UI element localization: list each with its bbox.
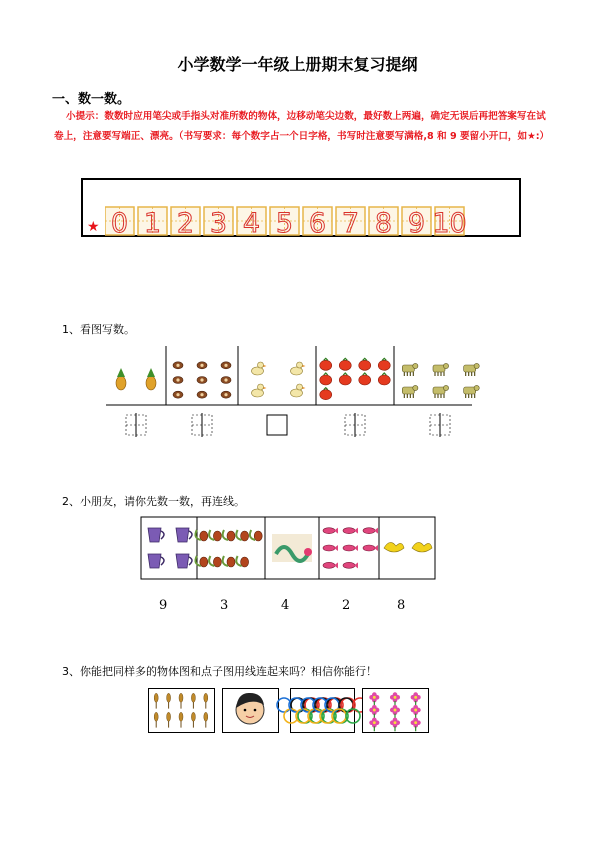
fish-icon xyxy=(323,528,378,569)
digit-glyph: 1 xyxy=(143,208,162,236)
cow-icon xyxy=(402,363,479,398)
boy-face-icon xyxy=(223,689,279,733)
q2-number[interactable]: 4 xyxy=(281,598,290,613)
q1-picture-table xyxy=(100,344,480,440)
digit-cell xyxy=(432,207,466,236)
answer-box[interactable] xyxy=(192,413,212,437)
bird-icon xyxy=(384,542,432,552)
digit-glyph: 7 xyxy=(341,208,360,236)
digit-cell xyxy=(138,207,167,236)
digit-writing-box xyxy=(81,178,521,237)
digit-cell xyxy=(402,207,431,236)
digit-glyph: 0 xyxy=(110,208,129,236)
answer-box[interactable] xyxy=(267,415,287,435)
q2-number[interactable]: 8 xyxy=(397,598,406,613)
digit-glyph: 3 xyxy=(209,208,228,236)
olympic-rings-icon xyxy=(277,689,367,733)
answer-box[interactable] xyxy=(126,413,146,437)
digit-cell xyxy=(303,207,332,236)
q2-number[interactable]: 2 xyxy=(342,598,351,613)
digit-glyph: 6 xyxy=(308,208,327,236)
question-2-label: 2、小朋友，请你先数一数，再连线。 xyxy=(62,495,245,508)
digit-glyph: 10 xyxy=(432,208,467,236)
digit-glyph: 9 xyxy=(407,208,426,236)
question-1-label: 1、看图写数。 xyxy=(62,323,135,336)
q2-number[interactable]: 3 xyxy=(220,598,229,613)
cup-icon xyxy=(148,528,192,568)
digit-cell xyxy=(270,207,299,236)
squirrel-icon xyxy=(195,530,262,567)
q3-picture-row xyxy=(148,688,438,734)
tip-text: 数数时应用笔尖或手指头对准所数的物体，边移动笔尖边数，最好数上两遍，确定无误后再把答案写在试卷上，注意要写端正、漂亮。（书写要求：每个数字占一个日字格，书写时注意要写满格,8 和 9 要留小开口，如★:） xyxy=(54,111,550,142)
tomato-icon xyxy=(320,358,391,399)
digit-cell xyxy=(237,207,266,236)
tip-paragraph xyxy=(54,107,552,147)
digit-glyph: 2 xyxy=(176,208,195,236)
answer-box[interactable] xyxy=(430,413,450,437)
hedgehog-icon xyxy=(173,362,231,398)
q2-number[interactable]: 9 xyxy=(159,598,168,613)
digit-cell xyxy=(171,207,200,236)
tian-grid-digits xyxy=(105,206,477,236)
q2-number-row xyxy=(140,598,440,618)
digit-glyph: 4 xyxy=(242,208,261,236)
digit-cell xyxy=(204,207,233,236)
question-3-label: 3、你能把同样多的物体图和点子图用线连起来吗？相信你能行！ xyxy=(62,665,377,678)
q2-picture-table xyxy=(140,516,440,582)
digit-cell xyxy=(369,207,398,236)
digit-cell xyxy=(336,207,365,236)
section-heading: 一、数一数。 xyxy=(52,92,131,107)
digit-glyph: 5 xyxy=(275,208,294,236)
tip-label: 小提示： xyxy=(66,111,105,122)
digit-glyph: 8 xyxy=(374,208,393,236)
star-icon: ★ xyxy=(87,219,100,235)
page-title: 小学数学一年级上册期末复习提纲 xyxy=(177,55,418,74)
flower-icon xyxy=(363,689,429,733)
wheat-icon xyxy=(149,689,215,733)
digit-cell xyxy=(105,207,134,236)
duck-icon xyxy=(252,362,306,397)
snake-icon xyxy=(272,534,312,562)
answer-box[interactable] xyxy=(345,413,365,437)
pineapple-icon xyxy=(116,368,156,390)
